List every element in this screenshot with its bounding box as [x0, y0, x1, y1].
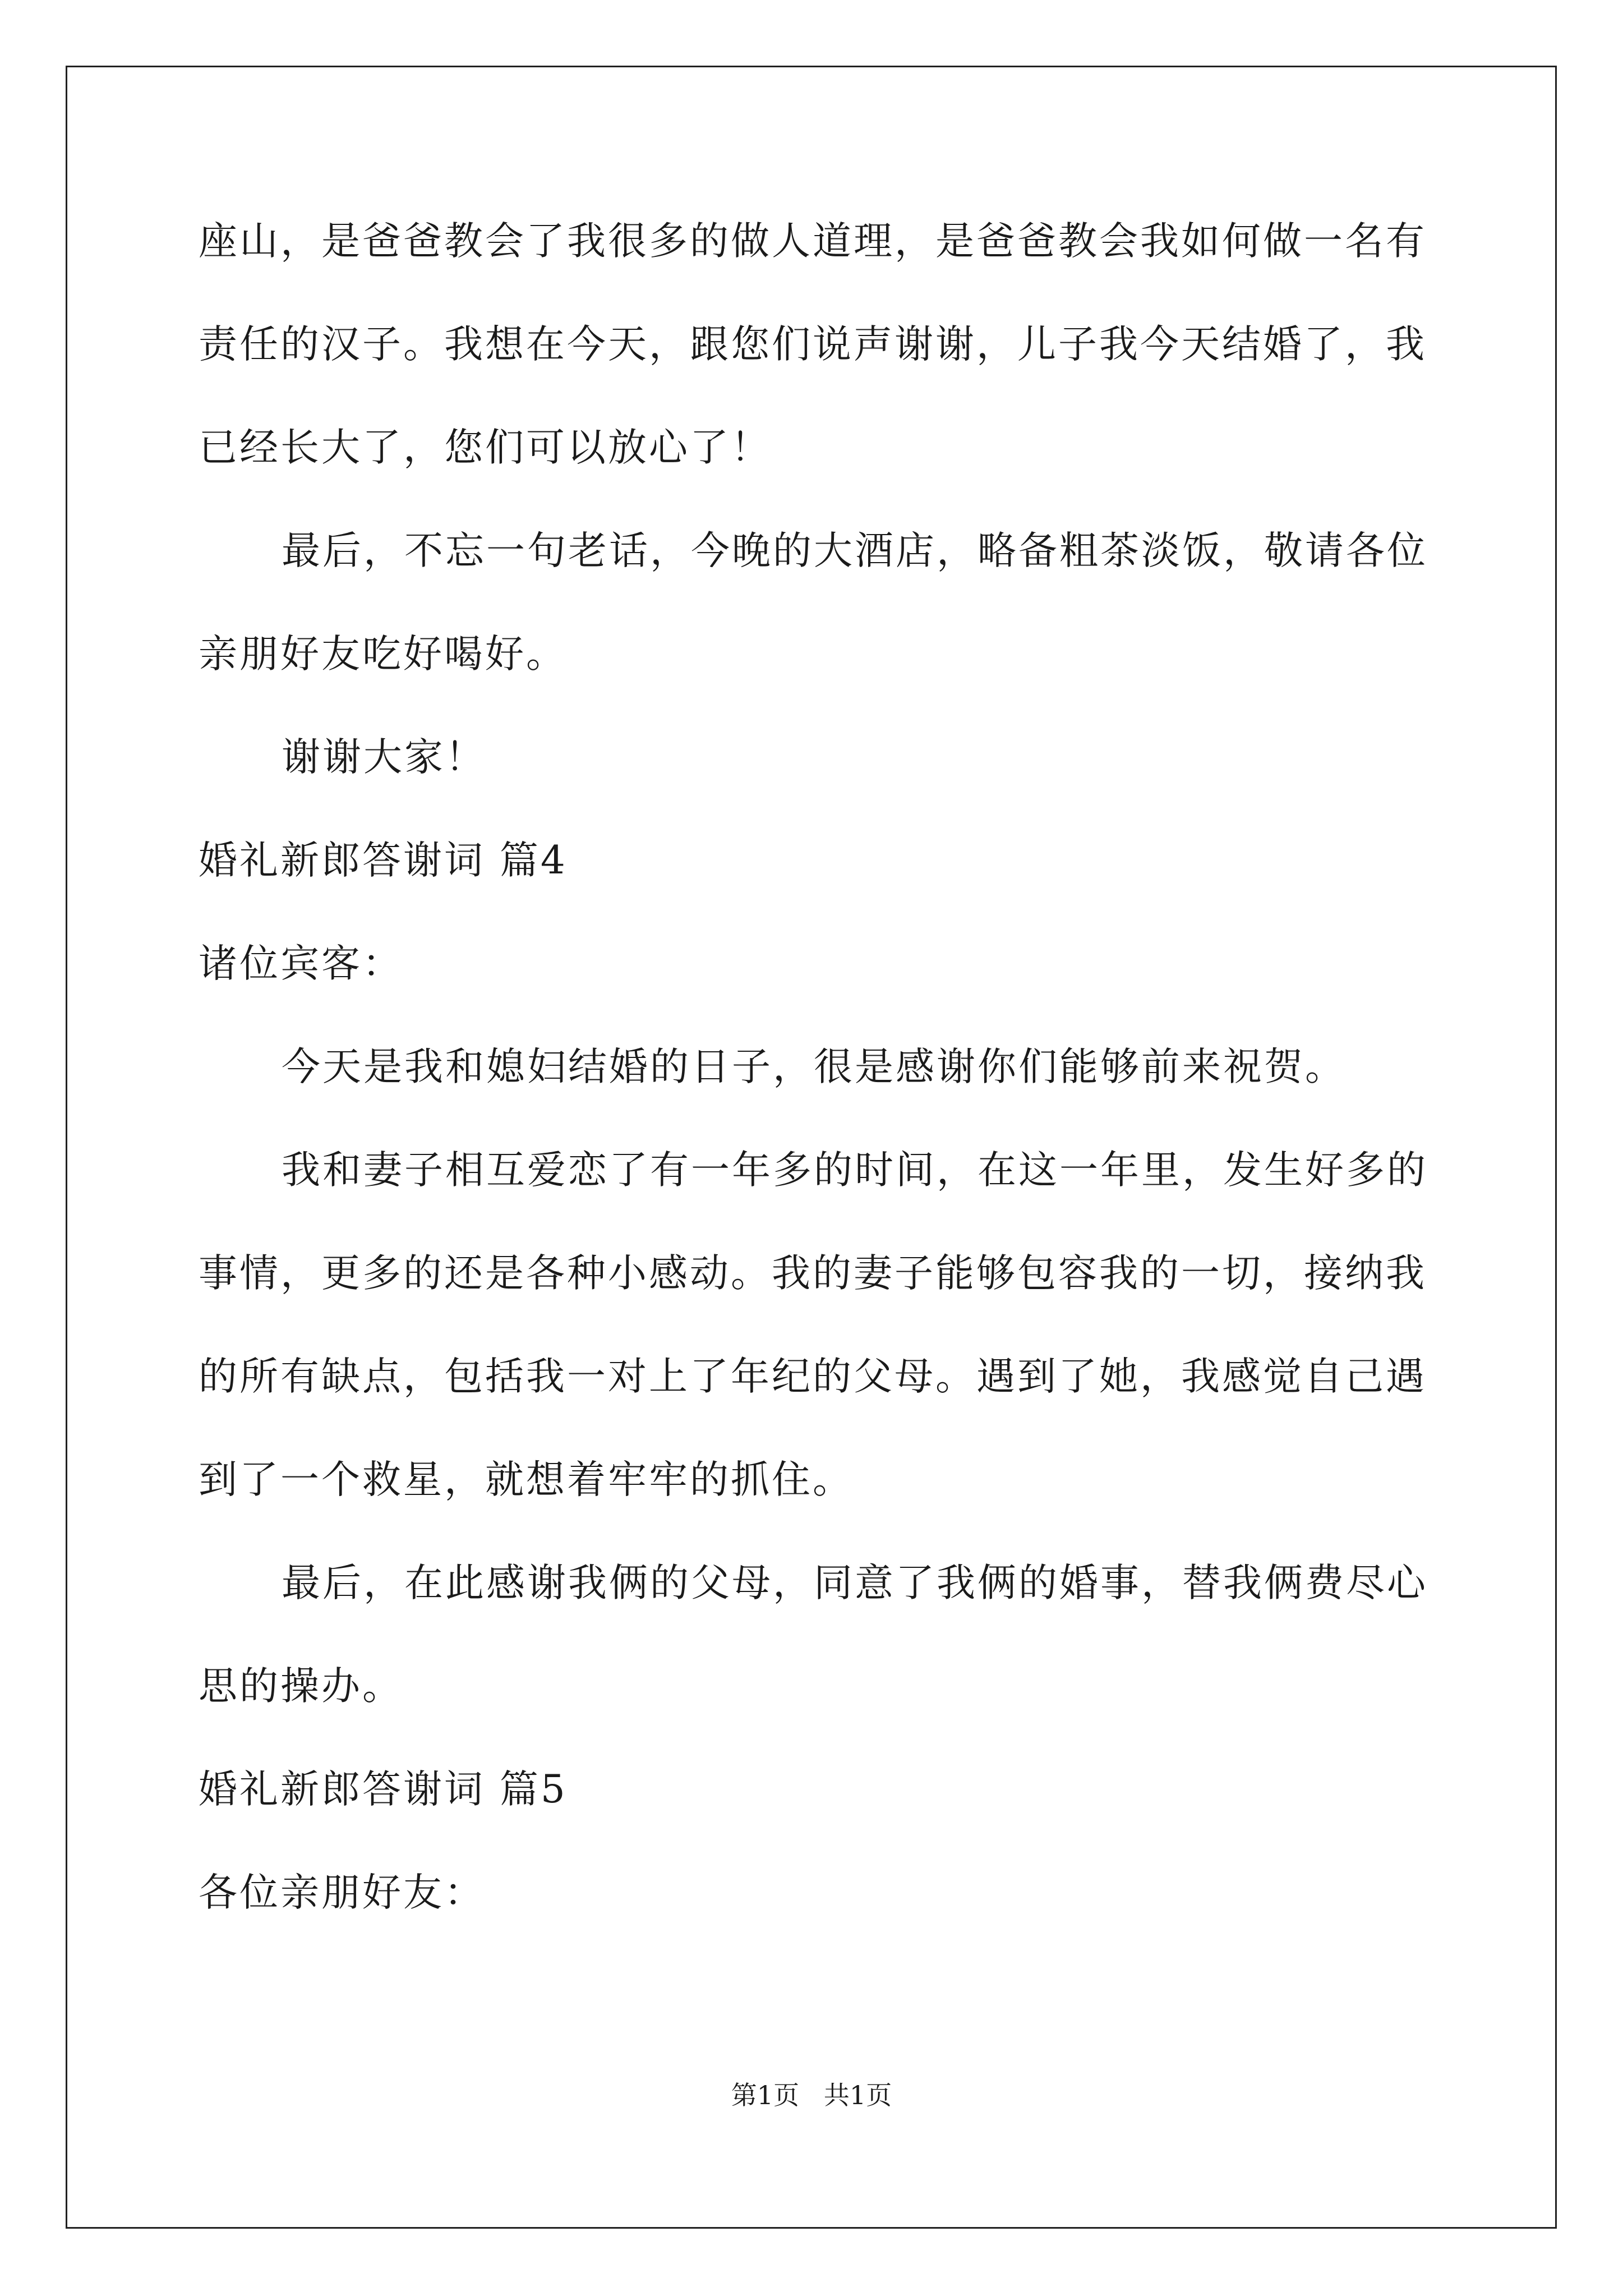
section-heading: 婚礼新郎答谢词 篇4	[199, 838, 568, 883]
section-heading: 婚礼新郎答谢词 篇5	[199, 1767, 568, 1812]
salutation: 各位亲朋好友：	[199, 1870, 485, 1915]
paragraph-line: 到了一个救星，就想着牢牢的抓住。	[199, 1457, 854, 1502]
paragraph-line: 思的操办。	[199, 1664, 403, 1709]
paragraph-line: 今天是我和媳妇结婚的日子，很是感谢你们能够前来祝贺。	[282, 1045, 1346, 1089]
paragraph-line: 座山，是爸爸教会了我很多的做人道理，是爸爸教会我如何做一名有	[199, 219, 1427, 264]
paragraph-line: 最后，在此感谢我俩的父母，同意了我俩的婚事，替我俩费尽心	[282, 1561, 1428, 1605]
paragraph-line: 谢谢大家！	[282, 735, 486, 780]
paragraph-line: 我和妻子相互爱恋了有一年多的时间，在这一年里，发生好多的	[282, 1148, 1428, 1193]
paragraph-line: 最后，不忘一句老话，今晚的大酒店，略备粗茶淡饭，敬请各位	[282, 528, 1428, 573]
paragraph-line: 的所有缺点，包括我一对上了年纪的父母。遇到了她，我感觉自己遇	[199, 1354, 1427, 1399]
paragraph-line: 责任的汉子。我想在今天，跟您们说声谢谢，儿子我今天结婚了，我	[199, 322, 1427, 367]
paragraph-line: 已经长大了，您们可以放心了！	[199, 425, 772, 470]
paragraph-line: 亲朋好友吃好喝好。	[199, 632, 567, 677]
page-number-footer: 第1页 共1页	[731, 2080, 892, 2110]
salutation: 诸位宾客：	[199, 941, 403, 986]
document-body	[199, 208, 1432, 1962]
paragraph-line: 事情，更多的还是各种小感动。我的妻子能够包容我的一切，接纳我	[199, 1251, 1427, 1296]
